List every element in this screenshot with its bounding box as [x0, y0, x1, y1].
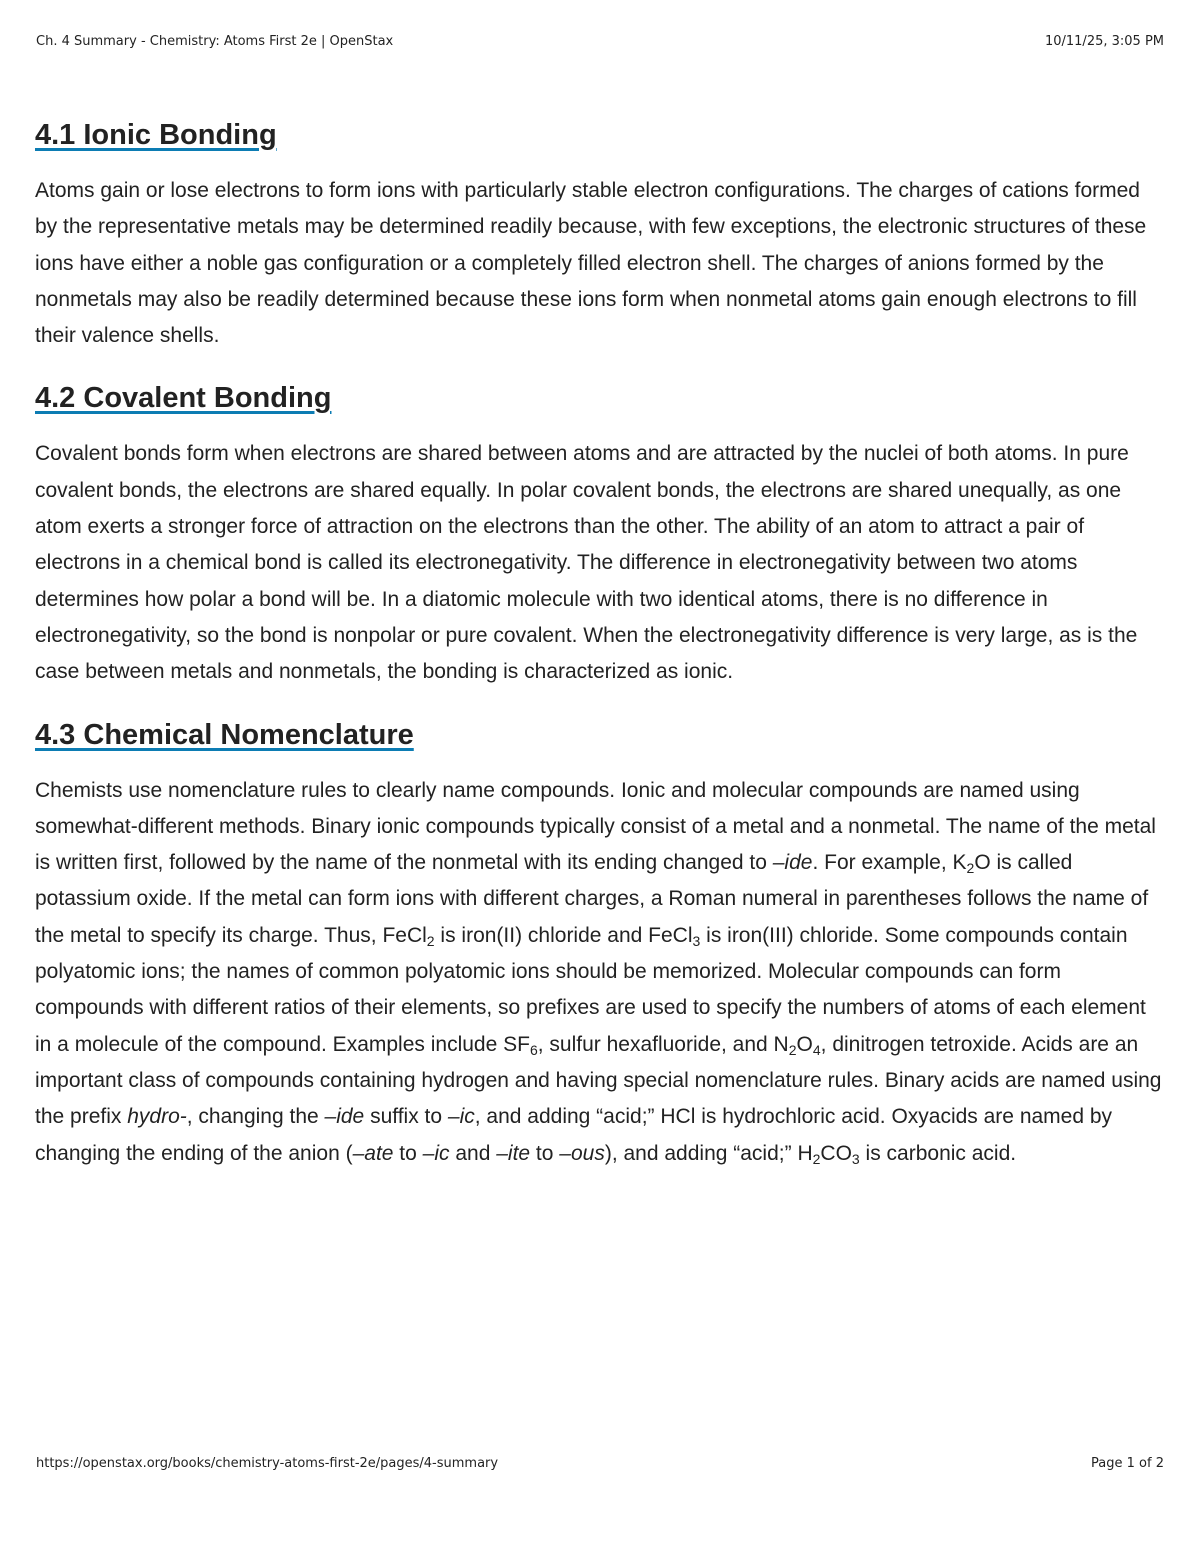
text-run: , and adding “acid;” HCl is hydrochloric acid. Oxyacids are named by changing the ending of the anion (: [35, 1105, 1113, 1165]
page-number: Page 1 of 2: [1091, 1456, 1164, 1471]
subscript: 2: [426, 932, 435, 949]
section-body: Covalent bonds form when electrons are shared between atoms and are attracted by the nuclei of both atoms. In pure covalent bonds, the electrons are shared equally. In polar covalent bonds, the electrons are shared unequally, as one atom exerts a stronger force of attraction on the electrons than the other. The ability of an atom to attract a pair of electrons in a chemical bond is called its electronegativity. The difference in electronegativity between two atoms determines how polar a bond will be. In a diatomic molecule with two identical atoms, there is no difference in electronegativity, so the bond is nonpolar or pure covalent. When the electronegativity difference is very large, as is the case between metals and nonmetals, the bonding is characterized as ionic.: [35, 442, 1138, 684]
page-url[interactable]: https://openstax.org/books/chemistry-atoms-first-2e/pages/4-summary: [36, 1456, 499, 1471]
text-run: , changing the: [186, 1105, 325, 1129]
text-run: to: [530, 1141, 560, 1165]
suffix-term: –ous: [559, 1141, 605, 1165]
main-content: [35, 113, 1165, 1172]
page-title: Ch. 4 Summary - Chemistry: Atoms First 2e | OpenStax: [36, 34, 394, 49]
suffix-term: –ide: [772, 851, 813, 875]
text-run: CO: [820, 1141, 852, 1165]
text-run: , sulfur hexafluoride, and N: [537, 1032, 789, 1056]
section-body: Atoms gain or lose electrons to form ions with particularly stable electron configurations. The charges of cations formed by the representative metals may be determined readily because, with few exceptions, the electronic structures of these ions have either a noble gas configuration or a completely filled electron shell. The charges of anions formed by the nonmetals may also be readily determined because these ions form when nonmetal atoms gain enough electrons to fill their valence shells.: [35, 179, 1147, 348]
text-run: O is called potassium oxide. If the metal can form ions with different charges, a Roman numeral in parentheses follows the name of the metal to specify its charge. Thus, FeCl: [35, 851, 1149, 947]
heading-link[interactable]: 4.1 Ionic Bonding: [35, 119, 277, 151]
section-heading[interactable]: [35, 113, 1165, 157]
section-ionic-bonding: [35, 113, 1165, 354]
subscript: 6: [529, 1041, 538, 1058]
prefix-term: hydro-: [127, 1105, 187, 1129]
text-run: . For example, K: [812, 851, 967, 875]
text-run: is carbonic acid.: [859, 1141, 1017, 1165]
subscript: 3: [692, 932, 701, 949]
suffix-term: –ide: [324, 1105, 365, 1129]
print-header: [36, 34, 1164, 49]
text-run: is iron(III) chloride. Some compounds contain polyatomic ions; the names of common polyatomic ions should be memorized. Molecular compounds can form compounds with different ratios of their elements, so prefixes are used to specify the numbers of atoms of each element in a molecule of the compound. Examples include SF: [35, 923, 1146, 1056]
print-datetime: 10/11/25, 3:05 PM: [1044, 34, 1164, 49]
text-run: O: [796, 1032, 813, 1056]
heading-link[interactable]: 4.2 Covalent Bonding: [35, 382, 332, 415]
section-heading[interactable]: [35, 376, 1165, 420]
section-heading[interactable]: [35, 713, 1165, 757]
suffix-term: –ate: [352, 1141, 394, 1165]
text-run: to: [393, 1141, 423, 1165]
section-body: [35, 773, 1165, 1172]
subscript: 2: [788, 1041, 797, 1058]
text-run: , dinitrogen tetroxide. Acids are an important class of compounds containing hydrogen and having special nomenclature rules. Binary acids are named using the prefix: [35, 1032, 1162, 1129]
suffix-term: –ite: [496, 1141, 531, 1165]
text-run: is iron(II) chloride and FeCl: [434, 923, 693, 947]
heading-link[interactable]: 4.3 Chemical Nomenclature: [35, 718, 414, 751]
text-run: ), and adding “acid;” H: [604, 1141, 813, 1165]
print-footer: [36, 1456, 1164, 1471]
text-run: suffix to: [364, 1105, 448, 1129]
subscript: 4: [812, 1041, 821, 1058]
text-run: and: [449, 1141, 497, 1165]
text-run: Chemists use nomenclature rules to clearly name compounds. Ionic and molecular compounds are named using somewhat-different methods. Binary ionic compounds typically consist of a metal and a nonmetal. The name of the metal is written first, followed by the name of the nonmetal with its ending changed to: [35, 778, 1156, 875]
subscript: 3: [851, 1150, 860, 1167]
section-chemical-nomenclature: [35, 713, 1165, 1172]
suffix-term: –ic: [447, 1105, 475, 1129]
suffix-term: –ic: [422, 1141, 450, 1165]
section-covalent-bonding: [35, 376, 1165, 690]
subscript: 2: [966, 860, 975, 877]
subscript: 2: [812, 1150, 821, 1167]
